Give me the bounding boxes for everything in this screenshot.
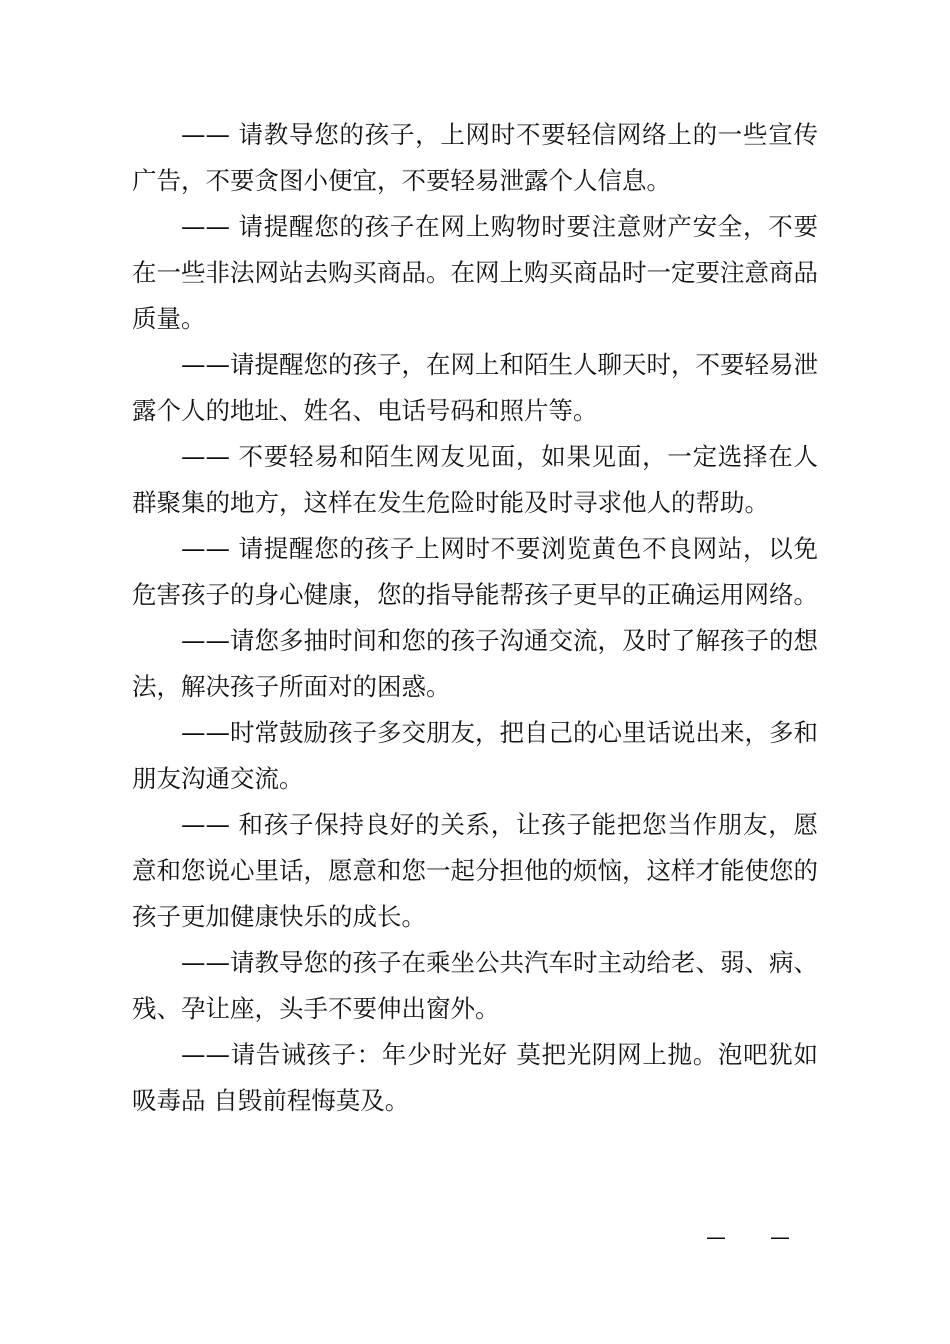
paragraph-3: ——请提醒您的孩子，在网上和陌生人聊天时，不要轻易泄露个人的地址、姓名、电话号码和照片等。 [132, 350, 818, 425]
footer-right-dash: — [770, 1225, 790, 1249]
paragraph-6: ——请您多抽时间和您的孩子沟通交流，及时了解孩子的想法，解决孩子所面对的困惑。 [132, 626, 818, 701]
paragraph-10: ——请告诫孩子：年少时光好 莫把光阴网上抛。泡吧犹如吸毒品 自毁前程悔莫及。 [132, 1040, 818, 1115]
document-body [132, 112, 818, 1124]
paragraph-5: —— 请提醒您的孩子上网时不要浏览黄色不良网站，以免危害孩子的身心健康，您的指导能帮孩子更早的正确运用网络。 [132, 534, 818, 609]
footer-left-dash: — [706, 1225, 726, 1249]
paragraph-2: —— 请提醒您的孩子在网上购物时要注意财产安全，不要在一些非法网站去购买商品。在网上购买商品时一定要注意商品质量。 [132, 212, 818, 333]
paragraph-1: —— 请教导您的孩子，上网时不要轻信网络上的一些宣传广告，不要贪图小便宜，不要轻易泄露个人信息。 [132, 120, 818, 195]
paragraph-8: —— 和孩子保持良好的关系，让孩子能把您当作朋友，愿意和您说心里话，愿意和您一起分担他的烦恼，这样才能使您的孩子更加健康快乐的成长。 [132, 810, 818, 931]
paragraph-4: —— 不要轻易和陌生网友见面，如果见面，一定选择在人群聚集的地方，这样在发生危险时能及时寻求他人的帮助。 [132, 442, 818, 517]
page-number-footer [706, 1222, 790, 1252]
paragraph-9: ——请教导您的孩子在乘坐公共汽车时主动给老、弱、病、残、孕让座，头手不要伸出窗外。 [132, 948, 818, 1023]
paragraph-7: ——时常鼓励孩子多交朋友，把自己的心里话说出来，多和朋友沟通交流。 [132, 718, 818, 793]
